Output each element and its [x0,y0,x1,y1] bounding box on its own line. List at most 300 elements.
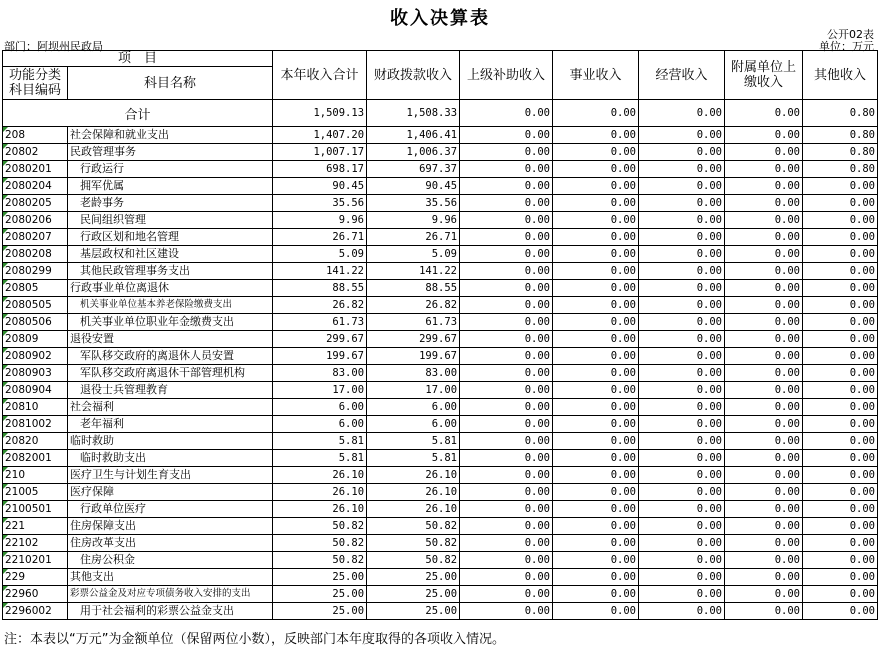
amount-cell: 25.00 [367,603,460,620]
table-row [3,280,878,297]
amount-cell: 1,007.17 [273,144,367,161]
total-value: 0.80 [803,100,878,127]
amount-cell: 0.00 [460,586,553,603]
amount-cell: 0.00 [460,399,553,416]
table-row [3,127,878,144]
amount-cell: 0.00 [725,144,803,161]
amount-cell: 0.00 [553,552,639,569]
table-row [3,433,878,450]
table-row [3,467,878,484]
operating-header: 经营收入 [639,51,725,100]
amount-cell: 0.00 [639,552,725,569]
amount-cell: 0.00 [553,416,639,433]
table-row [3,535,878,552]
amount-cell: 0.00 [803,382,878,399]
amount-cell: 0.00 [553,382,639,399]
amount-cell: 0.00 [725,246,803,263]
total-value: 1,509.13 [273,100,367,127]
total-row [3,100,878,127]
amount-cell: 50.82 [273,552,367,569]
amount-cell: 0.00 [639,178,725,195]
amount-cell: 5.81 [273,433,367,450]
income-table [2,50,878,620]
amount-cell: 0.00 [803,297,878,314]
amount-cell: 299.67 [273,331,367,348]
subject-name: 民间组织管理 [68,212,273,229]
subject-code: 2080201 [3,161,68,178]
amount-cell: 697.37 [367,161,460,178]
amount-cell: 0.00 [639,195,725,212]
subject-name: 彩票公益金及对应专项债务收入安排的支出 [68,586,273,603]
name-header: 科目名称 [68,67,273,100]
amount-cell: 0.00 [639,263,725,280]
amount-cell: 90.45 [367,178,460,195]
amount-cell: 0.00 [803,178,878,195]
amount-cell: 26.10 [273,484,367,501]
amount-cell: 199.67 [273,348,367,365]
superior-header: 上级补助收入 [460,51,553,100]
amount-cell: 0.00 [725,161,803,178]
amount-cell: 0.00 [639,331,725,348]
form-number: 公开02表 [827,28,874,41]
subject-code: 22102 [3,535,68,552]
amount-cell: 0.00 [460,535,553,552]
amount-cell: 0.00 [460,450,553,467]
amount-cell: 5.09 [273,246,367,263]
amount-cell: 0.00 [460,518,553,535]
amount-cell: 0.00 [460,467,553,484]
table-row [3,178,878,195]
subject-code: 2080299 [3,263,68,280]
amount-cell: 0.00 [460,263,553,280]
amount-cell: 0.00 [725,552,803,569]
amount-cell: 0.00 [553,501,639,518]
amount-cell: 0.00 [639,484,725,501]
amount-cell: 88.55 [273,280,367,297]
subject-name: 住房保障支出 [68,518,273,535]
subject-code: 2296002 [3,603,68,620]
amount-cell: 0.00 [553,127,639,144]
subject-name: 住房公积金 [68,552,273,569]
amount-cell: 61.73 [367,314,460,331]
amount-cell: 0.00 [803,484,878,501]
amount-cell: 0.80 [803,161,878,178]
amount-cell: 0.00 [460,127,553,144]
amount-cell: 0.00 [639,161,725,178]
amount-cell: 5.81 [273,450,367,467]
amount-cell: 0.80 [803,127,878,144]
amount-cell: 1,406.41 [367,127,460,144]
amount-cell: 0.00 [639,280,725,297]
table-row [3,314,878,331]
amount-cell: 0.00 [725,399,803,416]
table-row [3,263,878,280]
amount-cell: 0.00 [553,433,639,450]
table-row [3,195,878,212]
amount-cell: 0.00 [553,450,639,467]
amount-cell: 0.00 [460,348,553,365]
amount-cell: 0.00 [803,552,878,569]
table-row [3,144,878,161]
amount-cell: 83.00 [273,365,367,382]
subject-name: 拥军优属 [68,178,273,195]
subject-code: 2080205 [3,195,68,212]
subject-code: 2100501 [3,501,68,518]
amount-cell: 0.00 [460,195,553,212]
amount-cell: 0.00 [553,586,639,603]
subject-code: 20802 [3,144,68,161]
amount-cell: 50.82 [273,535,367,552]
total-value: 0.00 [639,100,725,127]
table-row [3,484,878,501]
amount-cell: 0.00 [460,603,553,620]
amount-cell: 0.00 [553,331,639,348]
total-value: 0.00 [460,100,553,127]
amount-cell: 88.55 [367,280,460,297]
amount-cell: 0.00 [803,314,878,331]
amount-cell: 0.00 [803,433,878,450]
subject-code: 2080206 [3,212,68,229]
total-value: 1,508.33 [367,100,460,127]
amount-cell: 0.00 [553,178,639,195]
amount-cell: 0.00 [725,331,803,348]
amount-cell: 0.00 [460,178,553,195]
amount-cell: 0.00 [553,467,639,484]
table-row [3,450,878,467]
amount-cell: 26.82 [273,297,367,314]
amount-cell: 0.00 [639,399,725,416]
amount-cell: 0.00 [639,382,725,399]
amount-cell: 0.00 [639,297,725,314]
amount-cell: 0.00 [725,501,803,518]
amount-cell: 26.10 [367,467,460,484]
fiscal-header: 财政拨款收入 [367,51,460,100]
subject-name: 行政事业单位离退休 [68,280,273,297]
amount-cell: 0.00 [553,484,639,501]
subject-name: 住房改革支出 [68,535,273,552]
amount-cell: 199.67 [367,348,460,365]
table-row [3,161,878,178]
amount-cell: 0.00 [460,246,553,263]
item-header: 项 目 [3,51,273,67]
amount-cell: 6.00 [367,399,460,416]
amount-cell: 0.00 [639,501,725,518]
subject-name: 军队移交政府离退休干部管理机构 [68,365,273,382]
amount-cell: 5.81 [367,450,460,467]
amount-cell: 0.00 [460,161,553,178]
amount-cell: 26.10 [367,501,460,518]
amount-cell: 0.00 [725,127,803,144]
total-value: 0.00 [725,100,803,127]
subject-name: 社会福利 [68,399,273,416]
amount-cell: 0.00 [725,314,803,331]
page-title: 收入决算表 [390,8,490,29]
subject-name: 行政区划和地名管理 [68,229,273,246]
amount-cell: 0.00 [460,552,553,569]
amount-cell: 25.00 [273,586,367,603]
amount-cell: 141.22 [367,263,460,280]
amount-cell: 0.00 [803,416,878,433]
amount-cell: 5.09 [367,246,460,263]
subject-code: 2081002 [3,416,68,433]
subject-name: 其他支出 [68,569,273,586]
subject-code: 2080505 [3,297,68,314]
table-row [3,212,878,229]
amount-cell: 50.82 [273,518,367,535]
amount-cell: 698.17 [273,161,367,178]
subject-code: 210 [3,467,68,484]
subject-name: 临时救助支出 [68,450,273,467]
amount-cell: 0.00 [639,569,725,586]
amount-cell: 0.00 [639,212,725,229]
amount-cell: 0.00 [639,586,725,603]
amount-cell: 0.00 [460,297,553,314]
amount-cell: 9.96 [367,212,460,229]
amount-cell: 0.00 [553,246,639,263]
amount-cell: 0.00 [460,484,553,501]
amount-cell: 0.00 [803,229,878,246]
amount-cell: 0.00 [803,280,878,297]
subject-code: 20810 [3,399,68,416]
amount-cell: 0.00 [639,127,725,144]
amount-cell: 0.00 [803,263,878,280]
amount-cell: 0.00 [725,212,803,229]
subject-name: 医疗卫生与计划生育支出 [68,467,273,484]
amount-cell: 0.00 [725,586,803,603]
table-row [3,297,878,314]
amount-cell: 26.71 [367,229,460,246]
subject-name: 用于社会福利的彩票公益金支出 [68,603,273,620]
amount-cell: 9.96 [273,212,367,229]
subject-name: 临时救助 [68,433,273,450]
table-row [3,552,878,569]
subject-code: 2082001 [3,450,68,467]
amount-cell: 50.82 [367,535,460,552]
amount-cell: 26.10 [273,467,367,484]
amount-cell: 0.00 [639,450,725,467]
total-label: 合计 [3,100,273,127]
table-row [3,518,878,535]
amount-cell: 90.45 [273,178,367,195]
table-row [3,348,878,365]
table-row [3,569,878,586]
table-row [3,603,878,620]
amount-cell: 0.00 [725,467,803,484]
amount-cell: 0.00 [553,348,639,365]
table-row [3,365,878,382]
amount-cell: 0.00 [460,416,553,433]
total-value: 0.00 [553,100,639,127]
amount-cell: 0.00 [553,280,639,297]
subject-name: 民政管理事务 [68,144,273,161]
table-row [3,331,878,348]
amount-cell: 0.00 [460,229,553,246]
amount-cell: 0.00 [803,331,878,348]
amount-cell: 0.00 [460,365,553,382]
amount-cell: 0.00 [553,195,639,212]
subject-code: 229 [3,569,68,586]
amount-cell: 0.00 [725,382,803,399]
subject-name: 老龄事务 [68,195,273,212]
amount-cell: 0.00 [553,297,639,314]
subject-name: 军队移交政府的离退休人员安置 [68,348,273,365]
amount-cell: 0.00 [460,314,553,331]
amount-cell: 0.00 [725,416,803,433]
amount-cell: 0.00 [725,365,803,382]
amount-cell: 1,006.37 [367,144,460,161]
subject-name: 老年福利 [68,416,273,433]
subject-code: 2080903 [3,365,68,382]
amount-cell: 0.00 [725,297,803,314]
subject-name: 社会保障和就业支出 [68,127,273,144]
amount-cell: 25.00 [367,569,460,586]
amount-cell: 26.10 [273,501,367,518]
amount-cell: 0.00 [639,416,725,433]
amount-cell: 0.00 [553,161,639,178]
subject-name: 机关事业单位职业年金缴费支出 [68,314,273,331]
table-row [3,229,878,246]
amount-cell: 0.00 [725,263,803,280]
amount-cell: 26.71 [273,229,367,246]
amount-cell: 141.22 [273,263,367,280]
subject-name: 其他民政管理事务支出 [68,263,273,280]
amount-cell: 25.00 [367,586,460,603]
amount-cell: 0.00 [725,433,803,450]
subject-code: 20805 [3,280,68,297]
code-header: 功能分类科目编码 [3,67,68,100]
table-row [3,501,878,518]
subject-name: 退役安置 [68,331,273,348]
amount-cell: 0.00 [553,212,639,229]
amount-cell: 0.00 [553,518,639,535]
amount-cell: 0.00 [460,433,553,450]
amount-cell: 0.00 [803,467,878,484]
amount-cell: 0.00 [460,569,553,586]
amount-cell: 6.00 [367,416,460,433]
subject-code: 2210201 [3,552,68,569]
subject-name: 行政运行 [68,161,273,178]
subject-code: 20809 [3,331,68,348]
amount-cell: 5.81 [367,433,460,450]
amount-cell: 0.00 [803,450,878,467]
amount-cell: 6.00 [273,416,367,433]
amount-cell: 0.00 [553,399,639,416]
amount-cell: 0.00 [639,348,725,365]
amount-cell: 0.00 [553,263,639,280]
subject-code: 2080207 [3,229,68,246]
subject-code: 2080902 [3,348,68,365]
other-header: 其他收入 [803,51,878,100]
amount-cell: 0.00 [803,586,878,603]
amount-cell: 0.00 [639,603,725,620]
table-row [3,382,878,399]
amount-cell: 0.00 [460,331,553,348]
subject-code: 208 [3,127,68,144]
amount-cell: 0.00 [725,518,803,535]
amount-cell: 0.00 [460,501,553,518]
amount-cell: 0.00 [725,195,803,212]
amount-cell: 50.82 [367,552,460,569]
amount-cell: 0.00 [803,569,878,586]
subject-code: 20820 [3,433,68,450]
amount-cell: 0.00 [553,229,639,246]
amount-cell: 35.56 [273,195,367,212]
amount-cell: 0.00 [460,382,553,399]
amount-cell: 0.00 [639,246,725,263]
department-label: 部门：阿坝州民政局 [4,40,103,53]
amount-cell: 1,407.20 [273,127,367,144]
amount-cell: 0.00 [803,603,878,620]
amount-cell: 0.00 [639,518,725,535]
amount-cell: 0.00 [460,280,553,297]
amount-cell: 6.00 [273,399,367,416]
amount-cell: 0.00 [460,212,553,229]
subject-code: 221 [3,518,68,535]
amount-cell: 0.00 [803,501,878,518]
subject-code: 22960 [3,586,68,603]
amount-cell: 0.00 [725,178,803,195]
subject-name: 退役士兵管理教育 [68,382,273,399]
amount-cell: 0.00 [725,603,803,620]
table-row [3,416,878,433]
amount-cell: 0.00 [639,314,725,331]
subject-code: 2080904 [3,382,68,399]
amount-cell: 0.00 [725,535,803,552]
subject-name: 基层政权和社区建设 [68,246,273,263]
subject-name: 行政单位医疗 [68,501,273,518]
amount-cell: 0.00 [725,348,803,365]
amount-cell: 25.00 [273,603,367,620]
amount-cell: 0.00 [553,535,639,552]
amount-cell: 35.56 [367,195,460,212]
amount-cell: 0.00 [725,450,803,467]
amount-cell: 0.80 [803,144,878,161]
subject-name: 机关事业单位基本养老保险缴费支出 [68,297,273,314]
subject-code: 2080208 [3,246,68,263]
amount-cell: 0.00 [553,365,639,382]
amount-cell: 61.73 [273,314,367,331]
subject-code: 2080506 [3,314,68,331]
amount-cell: 0.00 [553,603,639,620]
subject-name: 医疗保障 [68,484,273,501]
amount-cell: 17.00 [367,382,460,399]
amount-cell: 17.00 [273,382,367,399]
table-row [3,246,878,263]
table-row [3,399,878,416]
amount-cell: 26.10 [367,484,460,501]
amount-cell: 0.00 [725,229,803,246]
amount-cell: 0.00 [803,348,878,365]
amount-cell: 0.00 [803,212,878,229]
subject-code: 2080204 [3,178,68,195]
amount-cell: 0.00 [553,144,639,161]
amount-cell: 0.00 [803,399,878,416]
amount-cell: 299.67 [367,331,460,348]
amount-cell: 0.00 [803,195,878,212]
amount-cell: 0.00 [553,569,639,586]
amount-cell: 25.00 [273,569,367,586]
business-header: 事业收入 [553,51,639,100]
amount-cell: 0.00 [725,569,803,586]
footnote: 注：本表以“万元”为金额单位（保留两位小数），反映部门本年度取得的各项收入情况。 [4,632,505,647]
amount-cell: 0.00 [639,433,725,450]
amount-cell: 83.00 [367,365,460,382]
amount-cell: 0.00 [803,365,878,382]
amount-cell: 0.00 [639,365,725,382]
amount-cell: 0.00 [460,144,553,161]
amount-cell: 0.00 [725,484,803,501]
amount-cell: 0.00 [553,314,639,331]
